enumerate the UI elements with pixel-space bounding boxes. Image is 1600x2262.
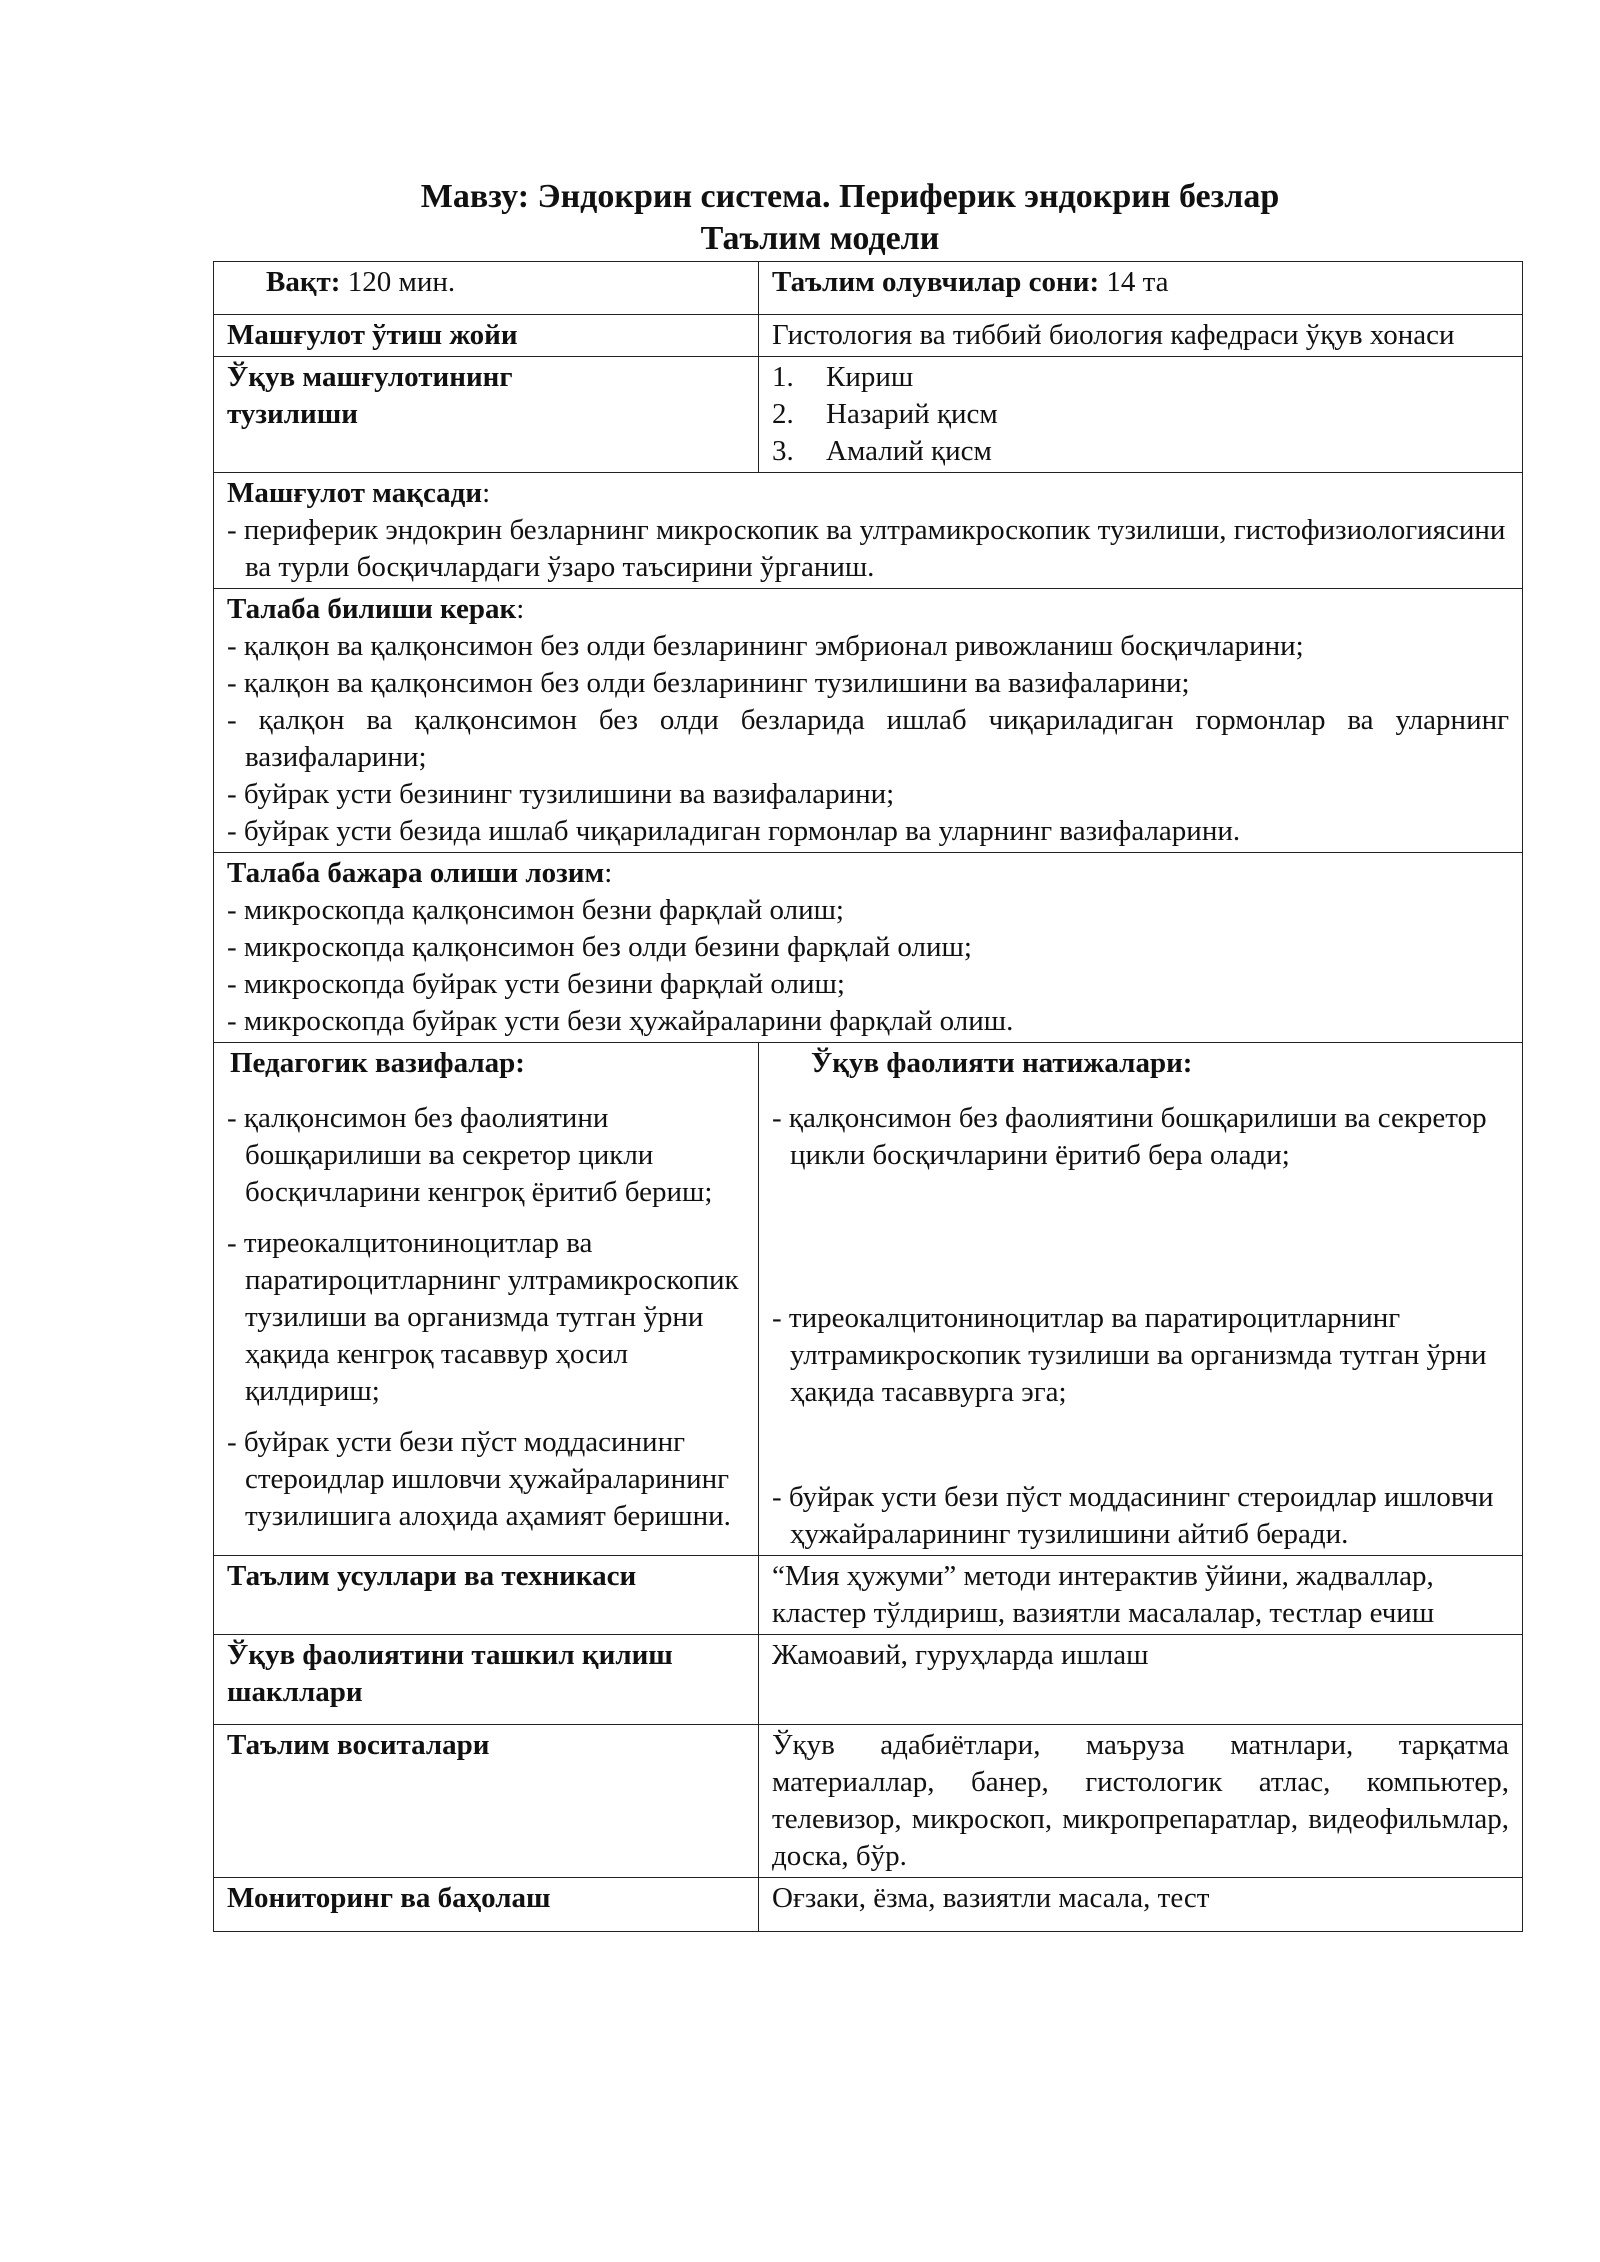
row-pedagogic-header: [214, 1043, 1523, 1085]
monitoring-label-cell: [214, 1878, 759, 1932]
list-item: - қалқон ва қалқонсимон без олди безларининг тузилишини ва вазифаларини;: [227, 667, 1190, 699]
goal-text: - периферик эндокрин безларнинг микроскопик ва ултрамикроскопик тузилиши, гистофизиологиясини ва турли босқичлардаги ўзаро таъсирини ўрганиш.: [227, 514, 1506, 583]
list-item: - қалқон ва қалқонсимон без олди безларида ишлаб чиқариладиган гормонлар ва уларнинг вазифаларини;: [227, 704, 1510, 773]
students-label: Таълим олувчилар сони:: [772, 266, 1100, 298]
list-item: - микроскопда қалқонсимон без олди безини фарқлай олиш;: [227, 931, 972, 963]
list-item: - буйрак усти безида ишлаб чиқариладиган гормонлар ва уларнинг вазифаларини.: [227, 815, 1241, 847]
list-item: - буйрак усти безининг тузилишини ва вазифаларини;: [227, 778, 895, 810]
goal-cell: Машғулот мақсади: - периферик эндокрин безларнинг микроскопик ва ултрамикроскопик тузилиши, гистофизиологиясини ва турли босқичлардаги ўзаро таъсирини ўрганиш.: [214, 473, 1523, 589]
students-value: 14 та: [1106, 266, 1169, 298]
forms-value: Жамоавий, гуруҳларда ишлаш: [759, 1635, 1523, 1725]
time-label: Вақт:: [266, 266, 341, 298]
tools-value: Ўқув адабиётлари, маърузa матнлари, тарқатма материаллар, банер, гистологик атлас, компьютер, телевизор, микроскоп, микропрепаратлар, видеофильмлар, доска, бўр.: [759, 1725, 1523, 1878]
know-cell: Талаба билиши керак: - қалқон ва қалқонсимон без олди безларининг эмбрионал ривожланиш босқичларини; - қалқон ва қалқонсимон без олди безларининг тузилишини ва вазифаларини; - қалқон ва қалқонсимон без олди безларида ишлаб чиқариладиган гормонлар ва уларнинг вазифаларини; - буйрак усти безининг тузилишини ва вазифаларини; - буйрак усти безида ишлаб чиқариладиган гормонлар ва уларнинг вазифаларини.: [214, 589, 1523, 853]
can-label: Талаба бажара олиши лозим: [227, 857, 605, 889]
list-item: - буйрак усти бези пўст моддасининг стероидлар ишловчи ҳужайраларининг тузилишини айтиб беради.: [772, 1481, 1494, 1550]
row-pedagogic: [214, 1084, 1523, 1556]
row-can: [214, 853, 1523, 1043]
monitoring-value: Оғзаки, ёзма, вазиятли масала, тест: [759, 1878, 1523, 1932]
place-label-cell: [214, 315, 759, 357]
document-title: Мавзу: Эндокрин система. Периферик эндокрин безлар: [420, 178, 1280, 215]
structure-list-cell: [759, 357, 1523, 473]
pedagogic-tasks-cell: [214, 1084, 759, 1556]
row-forms: [214, 1635, 1523, 1725]
forms-label-cell: [214, 1635, 759, 1725]
structure-label: Ўқув машғулотининг тузилиши: [227, 361, 513, 430]
list-item: 1. Кириш: [772, 361, 914, 393]
row-know: [214, 589, 1523, 853]
list-item: - микроскопда буйрак усти безини фарқлай олиш;: [227, 968, 845, 1000]
can-cell: Талаба бажара олиши лозим: - микроскопда қалқонсимон безни фарқлай олиш; - микроскопда қалқонсимон без олди безини фарқлай олиш; - микроскопда буйрак усти безини фарқлай олиш; - микроскопда буйрак усти бези ҳужайраларини фарқлай олиш.: [214, 853, 1523, 1043]
list-item: - тиреокалцитониноцитлар ва паратироцитларнинг ултрамикроскопик тузилиши ва организмда тутган ўрни ҳақида кенгроқ тасаввур ҳосил қилдириш;: [227, 1227, 739, 1407]
list-item: - микроскопда қалқонсимон безни фарқлай олиш;: [227, 894, 844, 926]
time-value: 120 мин.: [347, 266, 456, 298]
place-value: Гистология ва тиббий биология кафедраси ўқув хонаси: [759, 315, 1523, 357]
row-methods: [214, 1556, 1523, 1635]
list-item: - қалқонсимон без фаолиятини бошқарилиши ва секретор цикли босқичларини кенгроқ ёритиб бериш;: [227, 1102, 713, 1208]
learning-results-cell: [759, 1084, 1523, 1556]
methods-value: “Мия ҳужуми” методи интерактив ўйини, жадваллар, кластер тўлдириш, вазиятли масалалар, тестлар ечиш: [759, 1556, 1523, 1635]
list-item: - қалқонсимон без фаолиятини бошқарилиши ва секретор цикли босқичларини ёритиб бера олади;: [772, 1102, 1487, 1171]
place-label: Машғулот ўтиш жойи: [227, 319, 518, 351]
row-place: [214, 315, 1523, 357]
row-time: [214, 262, 1523, 315]
structure-list: [772, 359, 1509, 470]
row-structure: [214, 357, 1523, 473]
methods-label: Таълим усуллари ва техникаси: [227, 1560, 637, 1592]
structure-label-cell: [214, 357, 759, 473]
list-item: - тиреокалцитониноцитлар ва паратироцитларнинг ултрамикроскопик тузилиши ва организмда тутган ўрни ҳақида тасаввурга эга;: [772, 1302, 1487, 1408]
lesson-model-table: [213, 261, 1523, 1932]
list-item: 2. Назарий қисм: [772, 398, 998, 430]
tools-label-cell: [214, 1725, 759, 1878]
tools-label: Таълим воситалари: [227, 1729, 490, 1761]
learning-results-header: Ўқув фаолияти натижалари:: [759, 1043, 1523, 1085]
monitoring-label: Мониторинг ва баҳолаш: [227, 1882, 551, 1914]
row-goal: [214, 473, 1523, 589]
know-label: Талаба билиши керак: [227, 593, 517, 625]
list-item: - микроскопда буйрак усти бези ҳужайраларини фарқлай олиш.: [227, 1005, 1014, 1037]
list-item: - буйрак усти бези пўст моддасининг стероидлар ишловчи ҳужайраларининг тузилишига алоҳида аҳамият беришни.: [227, 1426, 731, 1532]
list-item: 3. Амалий қисм: [772, 435, 992, 467]
list-item: - қалқон ва қалқонсимон без олди безларининг эмбрионал ривожланиш босқичларини;: [227, 630, 1304, 662]
goal-label: Машғулот мақсади: [227, 477, 483, 509]
methods-label-cell: [214, 1556, 759, 1635]
pedagogic-tasks-header: Педагогик вазифалар:: [214, 1043, 759, 1085]
row-tools: [214, 1725, 1523, 1878]
forms-label: Ўқув фаолиятини ташкил қилиш шакллари: [227, 1639, 673, 1708]
students-cell: [759, 262, 1523, 315]
document-subtitle: Таълим модели: [700, 220, 940, 257]
time-cell: [214, 262, 759, 315]
row-monitoring: [214, 1878, 1523, 1932]
